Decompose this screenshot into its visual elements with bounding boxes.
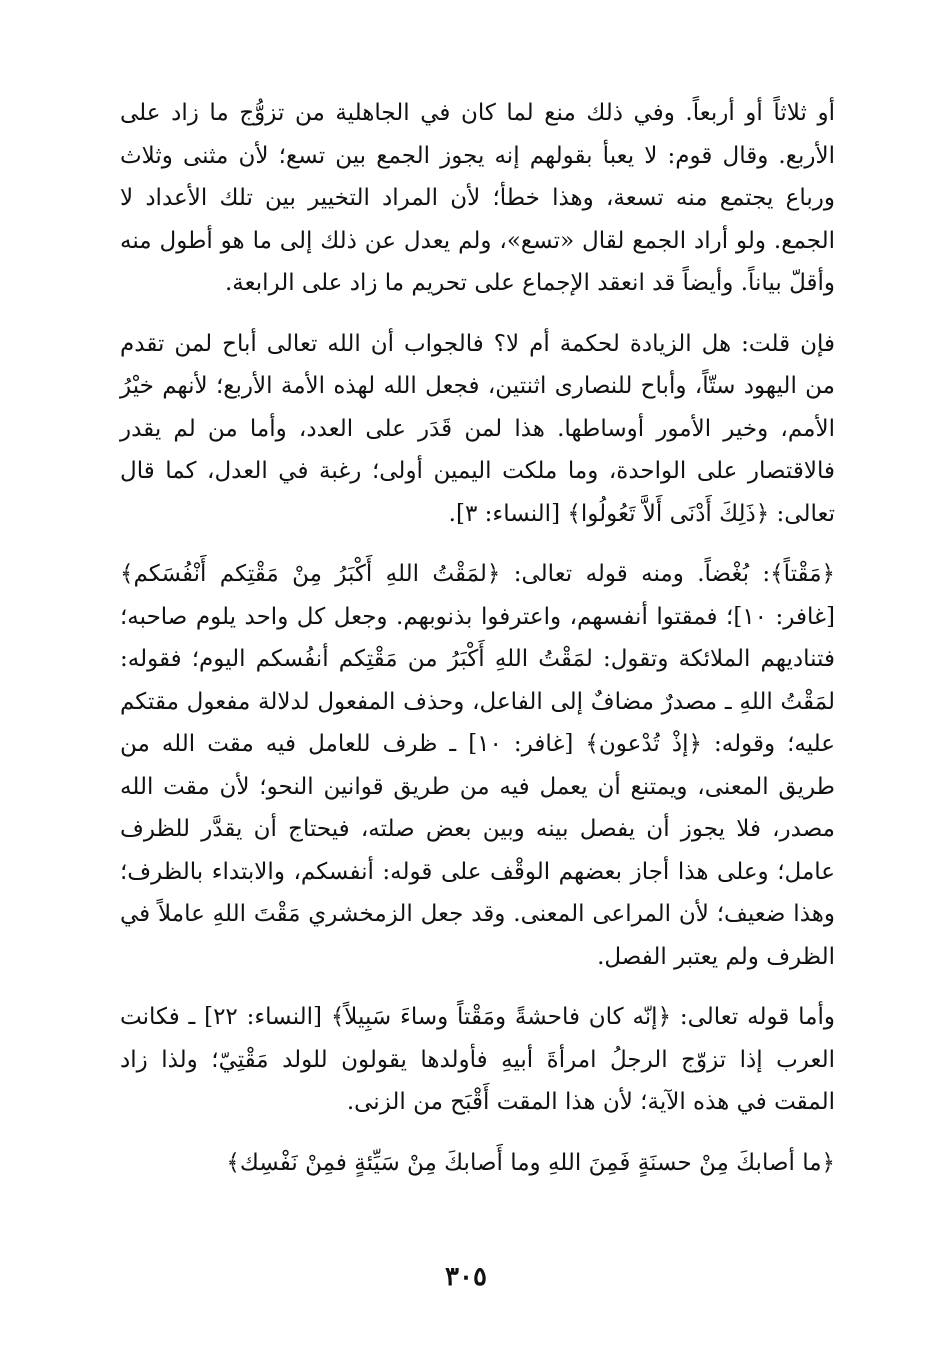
paragraph-wisdom-of-increase: فإن قلت: هل الزيادة لحكمة أم لا؟ فالجواب أن الله تعالى أباح لمن تقدم من اليهود ستّاً، وأباح للنصارى اثنتين، فجعل الله لهذه الأمة الأربع؛ لأنهم خيْرُ الأمم، وخير الأمور أوساطها. هذا لمن قَدَر على العدد، وأما من لم يقدر فالاقتصار على الواحدة، وما ملكت اليمين أولى؛ رغبة في العدل، كما قال تعالى: ﴿ذَلِكَ أَدْنَى أَلاَّ تَعُولُوا﴾ [النساء: ٣]. [120,330,835,527]
page-text-body [120,92,835,1184]
paragraph-polygamy-limit: أو ثلاثاً أو أربعاً. وفي ذلك منع لما كان في الجاهلية من تزوُّج ما زاد على الأربع. وقال قوم: لا يعبأ بقولهم إنه يجوز الجمع بين تسع؛ لأن مثنى وثلاث ورباع يجتمع منه تسعة، وهذا خطأ؛ لأن المراد التخيير بين تلك الأعداد لا الجمع. ولو أراد الجمع لقال «تسع»، ولم يعدل عن ذلك إلى ما هو أطول منه وأقلّ بياناً. وأيضاً قد انعقد الإجماع على تحريم ما زاد على الرابعة. [120,100,835,296]
paragraph-maqtan-definition: ﴿مَقْتاً﴾: بُغْضاً. ومنه قوله تعالى: ﴿لمَقْتُ اللهِ أَكْبَرُ مِنْ مَقْتِكم أَنْفُسَكم﴾ [غافر: ١٠]؛ فمقتوا أنفسهم، واعترفوا بذنوبهم. وجعل كل واحد يلوم صاحبه؛ فتناديهم الملائكة وتقول: لمَقْتُ اللهِ أَكْبَرُ من مَقْتِكم أنفُسكم اليوم؛ فقوله: لمَقْتُ اللهِ ـ مصدرٌ مضافٌ إلى الفاعل، وحذف المفعول لدلالة مفعول مقتكم عليه؛ وقوله: ﴿إذْ تُدْعون﴾ [غافر: ١٠] ـ ظرف للعامل فيه مقت الله من طريق المعنى، ويمتنع أن يعمل فيه من طريق قوانين النحو؛ لأن مقت الله مصدر، فلا يجوز أن يفصل بينه وبين بعض صلته، فيحتاج أن يقدَّر للظرف عامل؛ وعلى هذا أجاز بعضهم الوقْف على قوله: أنفسكم، والابتداء بالظرف؛ وهذا ضعيف؛ لأن المراعى المعنى. وقد جعل الزمخشري مَقْتَ اللهِ عاملاً في الظرف ولم يعتبر الفصل. [120,561,836,970]
paragraph-fahisha-verse: وأما قوله تعالى: ﴿إنّه كان فاحشةً ومَقْتاً وساءَ سَبِيلاً﴾ [النساء: ٢٢] ـ فكانت العرب إذا تزوّج الرجلُ امرأةَ أبيهِ فأولدها يقولون للولد مَقْتِيّ؛ ولذا زاد المقت في هذه الآية؛ لأن هذا المقت أَقْبَح من الزنى. [120,1004,835,1115]
page-number: ٣٠٥ [445,1262,487,1292]
paragraph-next-verse: ﴿ما أصابكَ مِنْ حسنَةٍ فَمِنَ اللهِ وما أَصابكَ مِنْ سَيِّئةٍ فمِنْ نَفْسِك﴾ [226,1149,835,1176]
